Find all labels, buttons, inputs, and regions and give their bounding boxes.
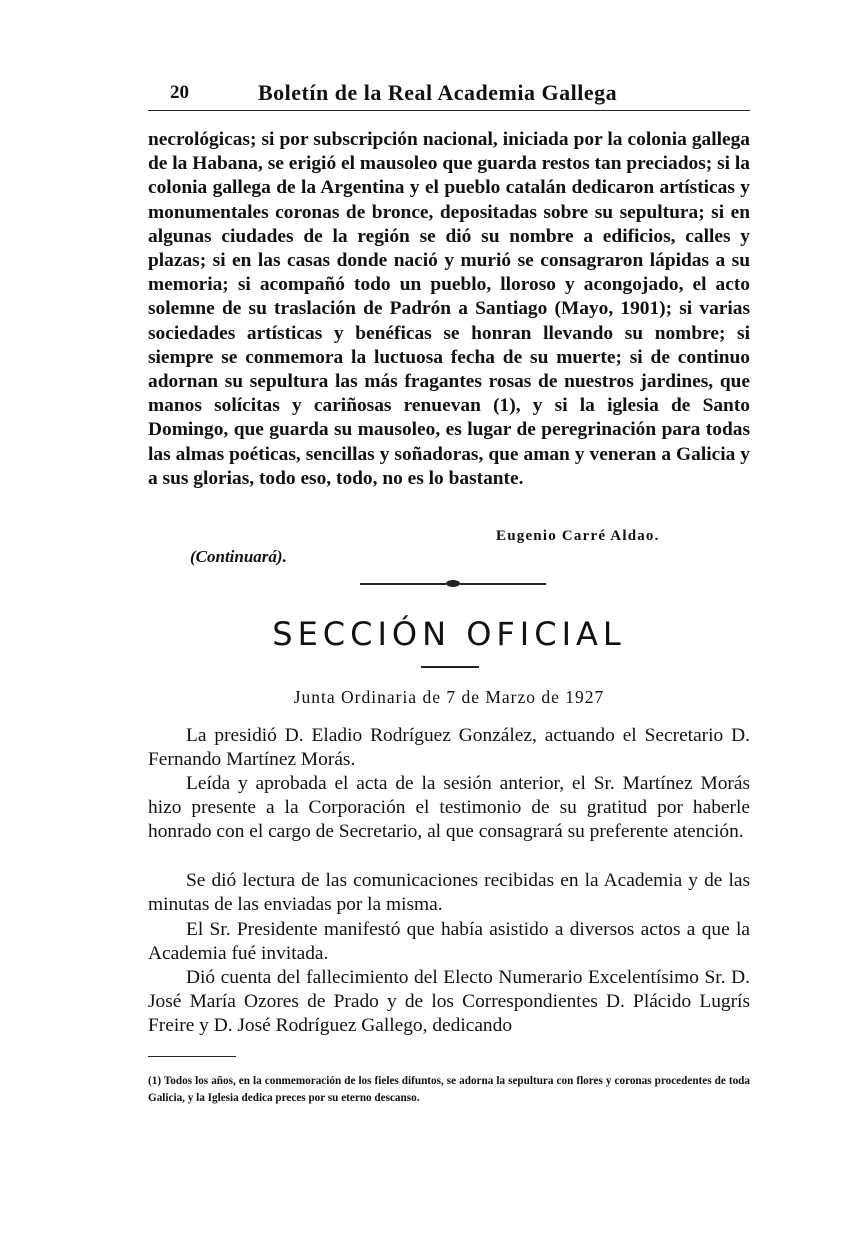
page-header bbox=[148, 80, 750, 111]
continuation-note: (Continuará). bbox=[190, 547, 287, 566]
minutes-paragraph: Se dió lectura de las comunicaciones recibidas en la Academia y de las minutas de las enviadas por la misma. bbox=[148, 870, 750, 916]
continued-article-text: necrológicas; si por subscripción nacional, iniciada por la colonia gallega de la Habana, se erigió el mausoleo que guarda restos tan preciados; si la colonia gallega de la Argentina y el pueblo catalán dedicaron artísticas y monumentales coronas de bronce, depositadas sobre su sepultura; si en algunas ciudades de la región se dió su nombre a edificios, calles y plazas; si en las casas donde nació y murió se consagraron lápidas a su memoria; si acompañó todo un pueblo, lloroso y acongojado, el acto solemne de su traslación de Padrón a Santiago (Mayo, 1901); si varias sociedades artísticas y benéficas se honran llevando su nombre; si siempre se conmemora la luctuosa fecha de su muerte; si de continuo adornan su sepultura las más fragantes rosas de nuestros jardines, que manos solícitas y cariñosas renuevan (1), y si la iglesia de Santo Domingo, que guarda su mausoleo, es lugar de peregrinación para todas las almas poéticas, sencillas y soñadoras, que aman y veneran a Galicia y a sus glorias, todo eso, todo, no es lo bastante. bbox=[148, 129, 750, 489]
section-title: SECCIÓN OFICIAL bbox=[272, 615, 626, 653]
section-title-rule bbox=[421, 666, 479, 668]
minutes-paragraph: La presidió D. Eladio Rodríguez González, actuando el Secretario D. Fernando Martínez Morás. bbox=[148, 725, 750, 771]
meeting-heading: Junta Ordinaria de 7 de Marzo de 1927 bbox=[293, 687, 605, 707]
footnote: (1) Todos los años, en la conmemoración de los fieles difuntos, se adorna la sepultura con flores y coronas procedentes de toda Galicia, y la Iglesia dedica preces por su eterno descanso. bbox=[148, 1075, 750, 1104]
running-head: Boletín de la Real Academia Gallega bbox=[258, 80, 618, 105]
minutes-paragraph: Leída y aprobada el acta de la sesión anterior, el Sr. Martínez Morás hizo presente a la Corporación el testimonio de su gratitud por haberle honrado con el cargo de Secretario, al que consagrará su preferente atención. bbox=[148, 773, 750, 843]
page-number: 20 bbox=[170, 82, 189, 103]
author-signature: Eugenio Carré Aldao. bbox=[496, 528, 660, 544]
section-divider-ornament bbox=[360, 579, 546, 589]
footnote-rule bbox=[148, 1056, 236, 1057]
minutes-paragraph: Dió cuenta del fallecimiento del Electo Numerario Excelentísimo Sr. D. José María Ozores de Prado y de los Correspondientes D. Plácido Lugrís Freire y D. José Rodríguez Gallego, dedicando bbox=[148, 967, 750, 1037]
minutes-paragraph: El Sr. Presidente manifestó que había asistido a diversos actos a que la Academia fué invitada. bbox=[148, 919, 750, 965]
